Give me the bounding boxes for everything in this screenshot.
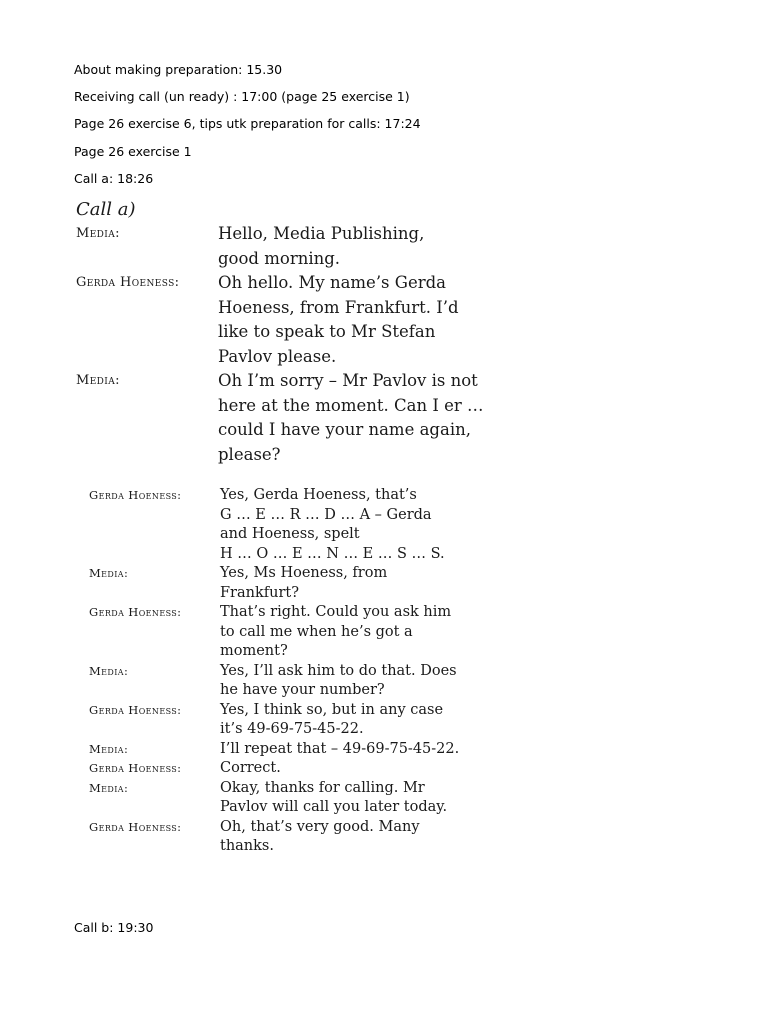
note-line-4: Page 26 exercise 1: [74, 144, 192, 159]
dialogue-turn: [89, 740, 459, 760]
dialogue-line: could I have your name again,: [218, 420, 471, 439]
dialogue-turn: [76, 271, 484, 369]
note-line-1: About making preparation: 15.30: [74, 62, 283, 77]
dialogue-text: [220, 486, 445, 564]
speaker-label: Gerda Hoeness:: [89, 488, 182, 502]
dialogue-line: Oh I’m sorry – Mr Pavlov is not: [218, 371, 478, 390]
dialogue-text: [218, 369, 484, 467]
note-line-2: Receiving call (un ready) : 17:00 (page 25 exercise 1): [74, 89, 410, 104]
dialogue-line: G … E … R … D … A – Gerda: [220, 506, 432, 523]
dialogue-text: [220, 740, 459, 760]
dialogue-line: Frankfurt?: [220, 584, 299, 601]
dialogue-line: Oh hello. My name’s Gerda: [218, 273, 447, 292]
dialogue-turn: [76, 222, 484, 271]
note-line-3: Page 26 exercise 6, tips utk preparation for calls: 17:24: [74, 116, 421, 131]
dialogue-turn: [89, 759, 459, 779]
dialogue-text: [220, 564, 387, 603]
dialogue-line: Yes, I’ll ask him to do that. Does: [220, 662, 457, 679]
dialogue-line: Okay, thanks for calling. Mr: [220, 779, 425, 796]
speaker-label: Media:: [76, 373, 120, 388]
speaker-label: Gerda Hoeness:: [89, 819, 182, 834]
call-heading: Call a): [76, 199, 136, 220]
dialogue-turn: [89, 701, 459, 740]
speaker-label: Media:: [89, 741, 129, 756]
dialogue-line: Hoeness, from Frankfurt. I’d: [218, 297, 459, 317]
dialogue-text: [220, 779, 447, 818]
dialogue-turn: [89, 662, 459, 701]
dialogue-line: Correct.: [220, 760, 281, 776]
dialogue-turn: [89, 486, 459, 564]
dialogue-line: H … O … E … N … E … S … S.: [220, 545, 445, 562]
dialogue-line: moment?: [220, 643, 288, 659]
dialogue-line: Yes, Ms Hoeness, from: [220, 565, 388, 581]
speaker-label: Media:: [89, 566, 129, 580]
dialogue-line: please?: [218, 444, 281, 464]
dialogue-line: good morning.: [218, 248, 341, 268]
dialogue-line: Oh, that’s very good. Many: [220, 818, 420, 835]
dialogue-turn: [89, 779, 459, 818]
dialogue-line: I’ll repeat that – 49-69-75-45-22.: [220, 740, 460, 757]
dialogue-turn: [89, 564, 459, 603]
speaker-label: Media:: [76, 226, 120, 241]
footer-note: Call b: 19:30: [74, 920, 154, 935]
dialogue-text: [220, 701, 443, 740]
dialogue-text: [218, 222, 424, 271]
dialogue-turn: [76, 369, 484, 467]
dialogue-line: it’s 49-69-75-45-22.: [220, 721, 364, 737]
dialogue-line: to call me when he’s got a: [220, 623, 413, 640]
speaker-label: Gerda Hoeness:: [89, 761, 182, 775]
dialogue-scan-part-1: [76, 222, 484, 467]
speaker-label: Media:: [89, 780, 129, 795]
speaker-label: Gerda Hoeness:: [89, 605, 182, 619]
dialogue-line: Yes, Gerda Hoeness, that’s: [220, 487, 417, 503]
dialogue-line: and Hoeness, spelt: [220, 526, 360, 542]
dialogue-text: [220, 818, 420, 857]
dialogue-line: he have your number?: [220, 682, 385, 698]
note-line-5: Call a: 18:26: [74, 171, 154, 186]
dialogue-line: Pavlov will call you later today.: [220, 799, 448, 815]
speaker-label: Media:: [89, 663, 129, 678]
speaker-label: Gerda Hoeness:: [89, 702, 182, 717]
dialogue-text: [220, 759, 281, 779]
dialogue-turn: [89, 603, 459, 662]
dialogue-line: Pavlov please.: [218, 346, 337, 366]
dialogue-line: Yes, I think so, but in any case: [220, 701, 444, 718]
dialogue-text: [220, 662, 457, 701]
dialogue-line: That’s right. Could you ask him: [220, 604, 452, 620]
dialogue-line: thanks.: [220, 838, 274, 854]
dialogue-line: Hello, Media Publishing,: [218, 224, 425, 243]
dialogue-scan-part-2: [89, 486, 459, 857]
speaker-label: Gerda Hoeness:: [76, 275, 180, 290]
dialogue-line: like to speak to Mr Stefan: [218, 322, 436, 341]
dialogue-text: [220, 603, 451, 662]
dialogue-line: here at the moment. Can I er …: [218, 395, 484, 415]
dialogue-turn: [89, 818, 459, 857]
dialogue-text: [218, 271, 459, 369]
